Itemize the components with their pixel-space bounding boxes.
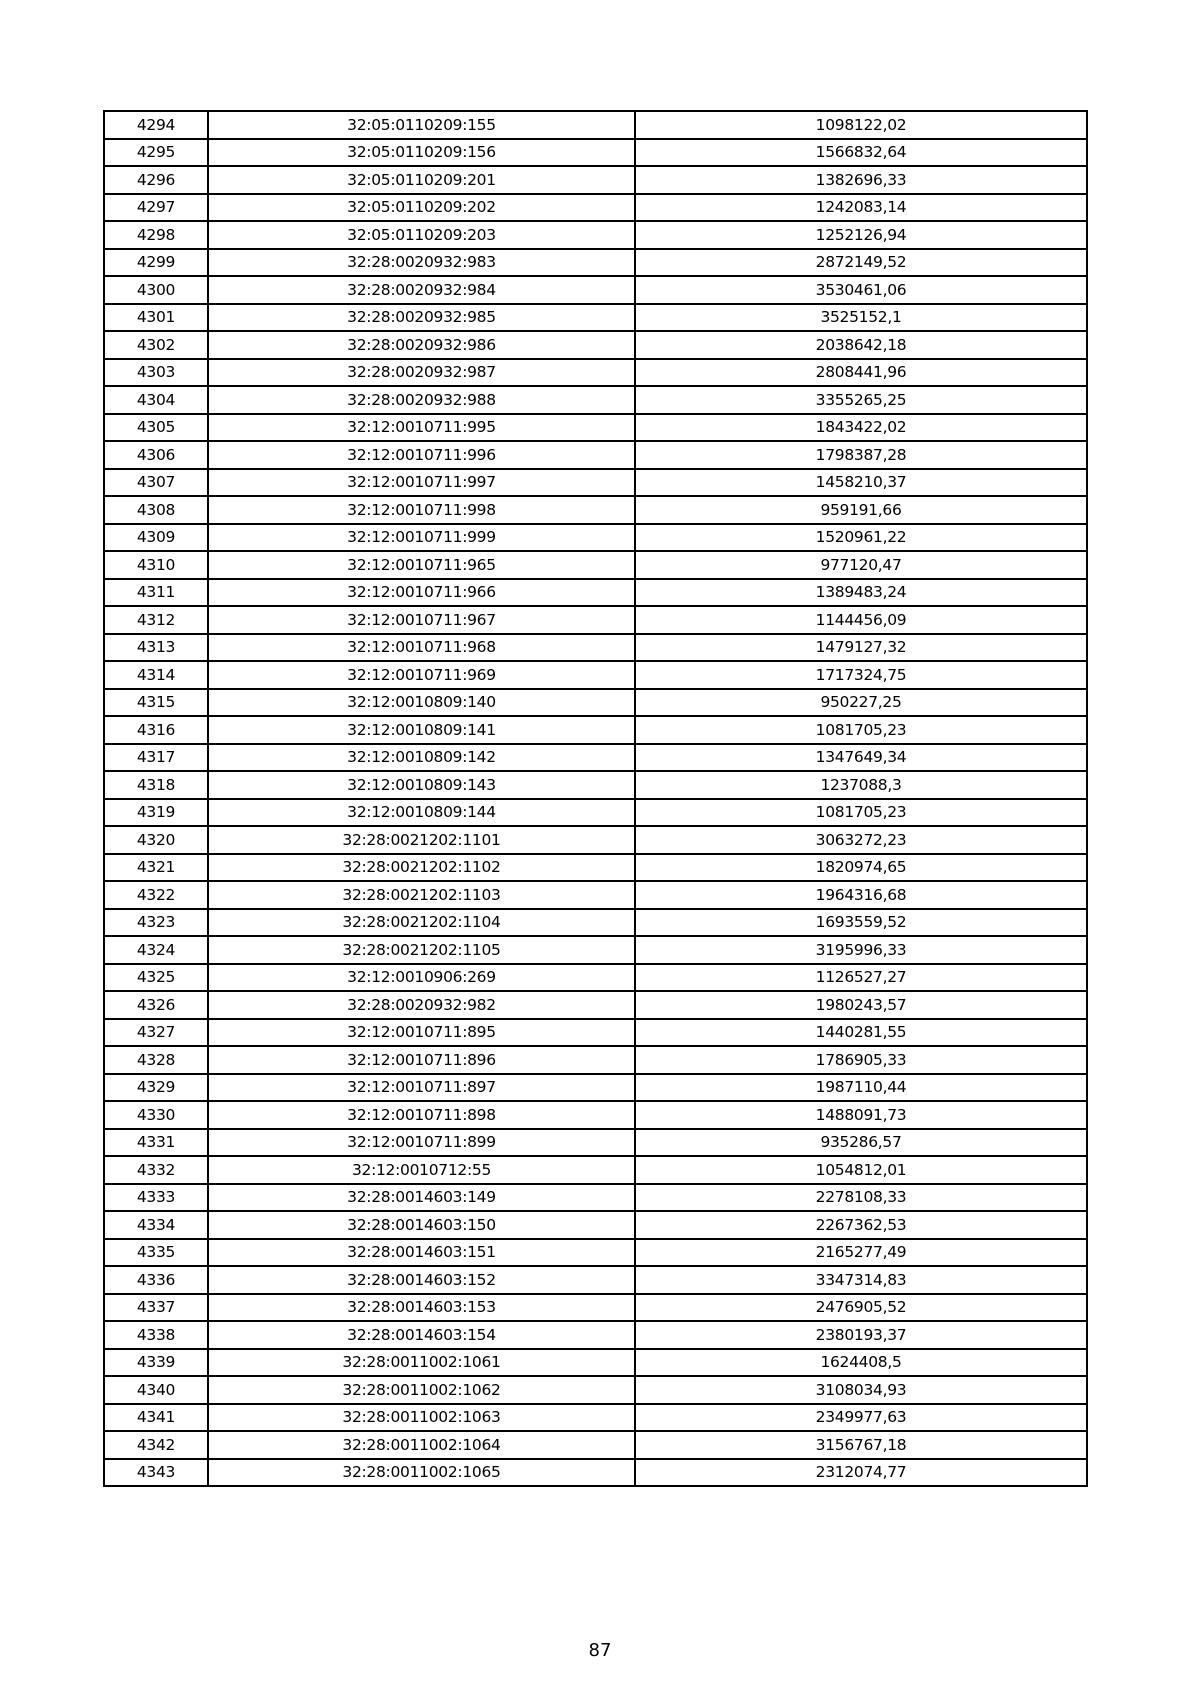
table-row [104,221,1087,249]
row-number-cell: 4321 [104,854,208,882]
cadastral-number-cell: 32:28:0020932:985 [208,304,635,332]
cadastral-value-cell: 1081705,23 [635,799,1087,827]
table-row [104,579,1087,607]
cadastral-value-cell: 3530461,06 [635,276,1087,304]
cadastral-value-cell: 1964316,68 [635,881,1087,909]
row-number-cell: 4323 [104,909,208,937]
table-row [104,771,1087,799]
cadastral-value-cell: 2476905,52 [635,1294,1087,1322]
cadastral-number-cell: 32:12:0010809:143 [208,771,635,799]
row-number-cell: 4296 [104,166,208,194]
cadastral-value-cell: 1479127,32 [635,634,1087,662]
cadastral-number-cell: 32:12:0010711:896 [208,1046,635,1074]
table-row [104,441,1087,469]
row-number-cell: 4341 [104,1404,208,1432]
cadastral-number-cell: 32:28:0021202:1102 [208,854,635,882]
cadastral-number-cell: 32:28:0014603:149 [208,1184,635,1212]
cadastral-value-cell: 1237088,3 [635,771,1087,799]
cadastral-value-cell: 1566832,64 [635,139,1087,167]
cadastral-number-cell: 32:28:0021202:1101 [208,826,635,854]
cadastral-number-cell: 32:12:0010711:969 [208,661,635,689]
row-number-cell: 4301 [104,304,208,332]
table-row [104,1129,1087,1157]
cadastral-number-cell: 32:12:0010711:997 [208,469,635,497]
cadastral-value-cell: 1252126,94 [635,221,1087,249]
cadastral-value-cell: 2278108,33 [635,1184,1087,1212]
table-row [104,276,1087,304]
cadastral-value-cell: 1054812,01 [635,1156,1087,1184]
row-number-cell: 4343 [104,1459,208,1487]
row-number-cell: 4295 [104,139,208,167]
table-row [104,1376,1087,1404]
table-row [104,551,1087,579]
table-row [104,469,1087,497]
cadastral-value-cell: 2349977,63 [635,1404,1087,1432]
table-row [104,1211,1087,1239]
table-row [104,1459,1087,1487]
cadastral-number-cell: 32:12:0010809:144 [208,799,635,827]
table-row [104,1431,1087,1459]
cadastral-value-cell: 1843422,02 [635,414,1087,442]
table-row [104,881,1087,909]
cadastral-number-cell: 32:05:0110209:203 [208,221,635,249]
cadastral-value-cell: 3347314,83 [635,1266,1087,1294]
table-row [104,1266,1087,1294]
table-row [104,1404,1087,1432]
cadastral-number-cell: 32:28:0014603:154 [208,1321,635,1349]
table-row [104,909,1087,937]
row-number-cell: 4338 [104,1321,208,1349]
row-number-cell: 4313 [104,634,208,662]
cadastral-number-cell: 32:05:0110209:155 [208,111,635,139]
cadastral-number-cell: 32:12:0010711:998 [208,496,635,524]
table-row [104,1294,1087,1322]
row-number-cell: 4309 [104,524,208,552]
table-row [104,634,1087,662]
cadastral-value-cell: 977120,47 [635,551,1087,579]
cadastral-number-cell: 32:12:0010809:141 [208,716,635,744]
cadastral-value-cell: 3525152,1 [635,304,1087,332]
cadastral-number-cell: 32:28:0020932:986 [208,331,635,359]
row-number-cell: 4300 [104,276,208,304]
cadastral-value-cell: 3195996,33 [635,936,1087,964]
cadastral-number-cell: 32:05:0110209:202 [208,194,635,222]
table-row [104,799,1087,827]
row-number-cell: 4320 [104,826,208,854]
cadastral-number-cell: 32:12:0010711:899 [208,1129,635,1157]
row-number-cell: 4303 [104,359,208,387]
cadastral-value-cell: 935286,57 [635,1129,1087,1157]
cadastral-value-cell: 1820974,65 [635,854,1087,882]
table-row [104,936,1087,964]
cadastral-value-cell: 3156767,18 [635,1431,1087,1459]
cadastral-number-cell: 32:28:0011002:1061 [208,1349,635,1377]
cadastral-number-cell: 32:28:0011002:1063 [208,1404,635,1432]
row-number-cell: 4318 [104,771,208,799]
row-number-cell: 4326 [104,991,208,1019]
cadastral-number-cell: 32:28:0011002:1064 [208,1431,635,1459]
row-number-cell: 4328 [104,1046,208,1074]
cadastral-value-cell: 1798387,28 [635,441,1087,469]
cadastral-value-cell: 1693559,52 [635,909,1087,937]
cadastral-value-cell: 1242083,14 [635,194,1087,222]
table-row [104,249,1087,277]
cadastral-number-cell: 32:28:0020932:983 [208,249,635,277]
row-number-cell: 4294 [104,111,208,139]
table-row [104,1019,1087,1047]
cadastral-number-cell: 32:12:0010809:142 [208,744,635,772]
cadastral-value-cell: 1081705,23 [635,716,1087,744]
table-row [104,606,1087,634]
table-row [104,194,1087,222]
row-number-cell: 4340 [104,1376,208,1404]
cadastral-value-cell: 1098122,02 [635,111,1087,139]
cadastral-number-cell: 32:12:0010711:895 [208,1019,635,1047]
cadastral-number-cell: 32:12:0010711:898 [208,1101,635,1129]
row-number-cell: 4298 [104,221,208,249]
cadastral-number-cell: 32:28:0021202:1105 [208,936,635,964]
row-number-cell: 4297 [104,194,208,222]
cadastral-number-cell: 32:28:0020932:988 [208,386,635,414]
cadastral-number-cell: 32:12:0010711:967 [208,606,635,634]
row-number-cell: 4314 [104,661,208,689]
row-number-cell: 4299 [104,249,208,277]
table-row [104,1101,1087,1129]
row-number-cell: 4311 [104,579,208,607]
cadastral-number-cell: 32:28:0014603:151 [208,1239,635,1267]
cadastral-value-cell: 1458210,37 [635,469,1087,497]
cadastral-value-cell: 1389483,24 [635,579,1087,607]
cadastral-value-cell: 2038642,18 [635,331,1087,359]
row-number-cell: 4307 [104,469,208,497]
cadastral-value-cell: 2380193,37 [635,1321,1087,1349]
table-row [104,826,1087,854]
row-number-cell: 4336 [104,1266,208,1294]
row-number-cell: 4339 [104,1349,208,1377]
cadastral-value-cell: 2267362,53 [635,1211,1087,1239]
cadastral-value-cell: 3108034,93 [635,1376,1087,1404]
cadastral-value-cell: 3063272,23 [635,826,1087,854]
cadastral-number-cell: 32:12:0010711:897 [208,1074,635,1102]
cadastral-value-table [103,110,1088,1487]
row-number-cell: 4319 [104,799,208,827]
row-number-cell: 4315 [104,689,208,717]
table-row [104,991,1087,1019]
row-number-cell: 4324 [104,936,208,964]
table-row [104,496,1087,524]
row-number-cell: 4329 [104,1074,208,1102]
cadastral-value-cell: 959191,66 [635,496,1087,524]
cadastral-value-cell: 1786905,33 [635,1046,1087,1074]
cadastral-value-cell: 2872149,52 [635,249,1087,277]
cadastral-number-cell: 32:12:0010711:965 [208,551,635,579]
table-row [104,1156,1087,1184]
cadastral-number-cell: 32:28:0011002:1065 [208,1459,635,1487]
cadastral-value-cell: 2165277,49 [635,1239,1087,1267]
cadastral-number-cell: 32:28:0021202:1104 [208,909,635,937]
row-number-cell: 4308 [104,496,208,524]
table-row [104,304,1087,332]
row-number-cell: 4337 [104,1294,208,1322]
cadastral-number-cell: 32:12:0010711:999 [208,524,635,552]
table-row [104,111,1087,139]
row-number-cell: 4312 [104,606,208,634]
row-number-cell: 4332 [104,1156,208,1184]
cadastral-value-cell: 1440281,55 [635,1019,1087,1047]
table-row [104,331,1087,359]
row-number-cell: 4330 [104,1101,208,1129]
table-row [104,1349,1087,1377]
row-number-cell: 4306 [104,441,208,469]
cadastral-number-cell: 32:28:0021202:1103 [208,881,635,909]
row-number-cell: 4310 [104,551,208,579]
table-body [104,111,1087,1486]
row-number-cell: 4335 [104,1239,208,1267]
cadastral-number-cell: 32:12:0010711:968 [208,634,635,662]
table-row [104,1321,1087,1349]
table-row [104,139,1087,167]
cadastral-value-cell: 1347649,34 [635,744,1087,772]
row-number-cell: 4305 [104,414,208,442]
row-number-cell: 4304 [104,386,208,414]
row-number-cell: 4322 [104,881,208,909]
cadastral-number-cell: 32:28:0011002:1062 [208,1376,635,1404]
cadastral-number-cell: 32:28:0020932:984 [208,276,635,304]
cadastral-value-cell: 1382696,33 [635,166,1087,194]
cadastral-number-cell: 32:28:0020932:982 [208,991,635,1019]
table-row [104,386,1087,414]
table-row [104,964,1087,992]
table-row [104,1239,1087,1267]
cadastral-value-cell: 1987110,44 [635,1074,1087,1102]
cadastral-value-cell: 950227,25 [635,689,1087,717]
cadastral-number-cell: 32:12:0010711:966 [208,579,635,607]
cadastral-number-cell: 32:12:0010809:140 [208,689,635,717]
row-number-cell: 4327 [104,1019,208,1047]
cadastral-value-cell: 1717324,75 [635,661,1087,689]
cadastral-number-cell: 32:28:0014603:150 [208,1211,635,1239]
cadastral-number-cell: 32:28:0014603:152 [208,1266,635,1294]
cadastral-value-cell: 1980243,57 [635,991,1087,1019]
row-number-cell: 4316 [104,716,208,744]
table-row [104,744,1087,772]
table-row [104,854,1087,882]
cadastral-value-cell: 2808441,96 [635,359,1087,387]
row-number-cell: 4331 [104,1129,208,1157]
cadastral-value-cell: 1520961,22 [635,524,1087,552]
table-row [104,524,1087,552]
page-number: 87 [588,1640,612,1661]
cadastral-value-cell: 1126527,27 [635,964,1087,992]
table-row [104,1074,1087,1102]
row-number-cell: 4325 [104,964,208,992]
table-row [104,716,1087,744]
cadastral-number-cell: 32:28:0020932:987 [208,359,635,387]
cadastral-value-cell: 2312074,77 [635,1459,1087,1487]
cadastral-value-cell: 1488091,73 [635,1101,1087,1129]
cadastral-number-cell: 32:05:0110209:201 [208,166,635,194]
cadastral-number-cell: 32:12:0010906:269 [208,964,635,992]
table-row [104,689,1087,717]
table-row [104,1184,1087,1212]
cadastral-value-cell: 1144456,09 [635,606,1087,634]
row-number-cell: 4317 [104,744,208,772]
table-row [104,166,1087,194]
cadastral-number-cell: 32:12:0010711:995 [208,414,635,442]
table-row [104,359,1087,387]
cadastral-number-cell: 32:05:0110209:156 [208,139,635,167]
table-row [104,414,1087,442]
table-row [104,661,1087,689]
row-number-cell: 4302 [104,331,208,359]
table-row [104,1046,1087,1074]
cadastral-value-cell: 1624408,5 [635,1349,1087,1377]
cadastral-number-cell: 32:12:0010711:996 [208,441,635,469]
row-number-cell: 4334 [104,1211,208,1239]
cadastral-number-cell: 32:12:0010712:55 [208,1156,635,1184]
cadastral-value-cell: 3355265,25 [635,386,1087,414]
row-number-cell: 4333 [104,1184,208,1212]
cadastral-number-cell: 32:28:0014603:153 [208,1294,635,1322]
row-number-cell: 4342 [104,1431,208,1459]
